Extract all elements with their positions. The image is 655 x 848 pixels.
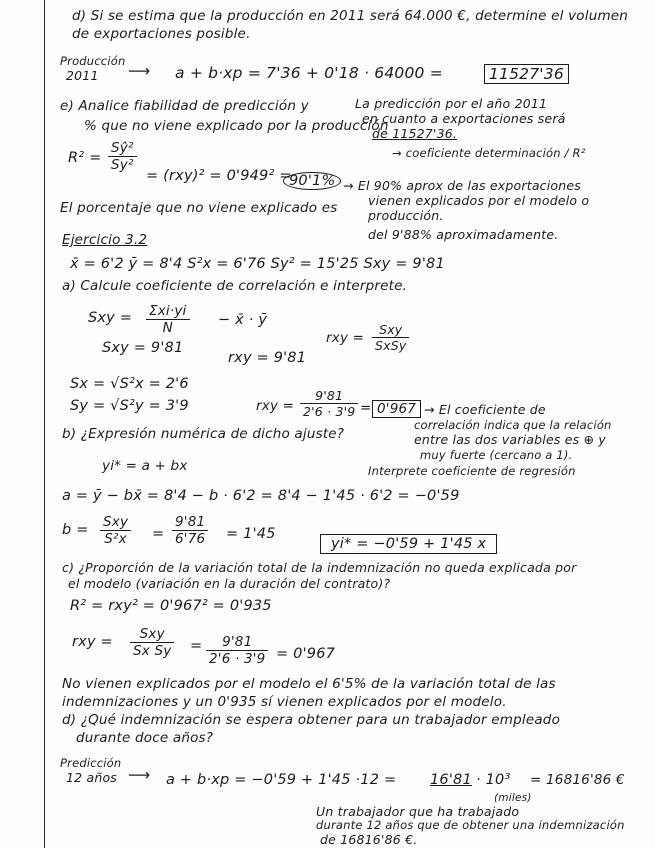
slope-value-denominator: 6'76 [175, 531, 206, 547]
r2-calc: R² = rxy² = 0'967² = 0'935 [70, 598, 272, 614]
conclusion-c-line1: No vienen explicados por el modelo el 6'5% de la variación total de las [62, 676, 556, 692]
question-c-line2: el modelo (variación en la duración del contrato)? [68, 576, 391, 591]
final-note-2: durante 12 años que de obtener una indemnización [316, 818, 625, 832]
slope-result: = 1'45 [226, 526, 276, 542]
rxy-check-result: = 0'967 [276, 646, 336, 662]
rxy-value: rxy = 9'81 [228, 350, 307, 366]
prediction-label: Producción [60, 54, 126, 68]
unexplained-line: El porcentaje que no viene explicado es [60, 200, 338, 216]
prediction-12-result: = 16816'86 € [530, 772, 625, 788]
arrow-icon: ⟶ [128, 766, 151, 784]
question-b: b) ¿Expresión numérica de dicho ajuste? [62, 426, 345, 442]
r2-note-2: vienen explicados por el modelo o [368, 193, 590, 208]
question-d-line2: de exportaciones posible. [72, 26, 251, 42]
rxy-result: 0'967 [372, 400, 421, 418]
margin-line [44, 0, 45, 848]
given-statistics: x̄ = 6'2 ȳ = 8'4 S²x = 6'76 Sy² = 15'25 Sxy = 9'81 [70, 256, 445, 272]
regression-model: yi* = −0'59 + 1'45 x [320, 534, 497, 554]
sxy-denominator: N [162, 320, 173, 336]
rxy-check-numerator: Sxy [130, 626, 174, 643]
prediction-12-label: Predicción [60, 756, 122, 770]
question-c-line1: c) ¿Proporción de la variación total de la indemnización no queda explicada por [62, 560, 577, 575]
rxy-check-equals: = [190, 638, 203, 654]
rxy-check-fraction [130, 626, 174, 659]
rxy-note-4: muy fuerte (cercano a 1). [420, 448, 573, 462]
rxy-check-label: rxy = [72, 634, 113, 650]
prediction-12-multiplier: · 10³ [476, 772, 511, 788]
sxy-means: − x̄ · ȳ [218, 312, 268, 328]
rxy-calc-numerator: 9'81 [300, 388, 358, 404]
slope-label: b = [62, 522, 89, 538]
prediction-12-value: 16'81 [430, 772, 472, 788]
slope-denominator: S²x [104, 531, 127, 547]
coefficient-label: → coeficiente determinación / R² [392, 146, 586, 160]
slope-equals: = [152, 526, 165, 542]
rxy-check-value-denominator: 2'6 · 3'9 [209, 651, 266, 667]
rxy-formula-fraction [372, 322, 409, 353]
r2-note-1: → El 90% aprox de las exportaciones [343, 178, 582, 193]
prediction-note-3: de 11527'36. [372, 126, 458, 141]
exercise-title: Ejercicio 3.2 [62, 232, 148, 248]
sxy-fraction [146, 303, 190, 336]
question-d-line1: d) Si se estima que la producción en 2011 será 64.000 €, determine el volumen [72, 8, 629, 24]
prediction-12-years: 12 años [66, 770, 118, 785]
sxy-label: Sxy = [88, 310, 133, 326]
rxy-formula-label: rxy = [326, 330, 365, 346]
sxy-numerator: Σxi·yi [146, 303, 190, 320]
question-e-line1: e) Analice fiabilidad de predicción y [60, 98, 309, 114]
r2-percentage: 90'1% [283, 172, 341, 190]
r2-numerator: Sŷ² [108, 140, 137, 157]
rxy-calc-fraction [300, 388, 358, 419]
prediction-note-1: La predicción por el año 2011 [355, 96, 548, 111]
slope-fraction [100, 514, 131, 547]
r2-note-3: producción. [368, 208, 444, 223]
final-note-3: de 16816'86 €. [320, 832, 418, 847]
rxy-check-value-fraction [206, 634, 268, 667]
prediction-12-units: (miles) [494, 792, 532, 804]
question-e-line2: % que no viene explicado por la producción [84, 118, 389, 134]
sx-value: Sx = √S²x = 2'6 [70, 376, 189, 392]
arrow-icon: ⟶ [128, 62, 151, 80]
rxy-note-1: → El coeficiente de [424, 402, 546, 417]
intercept-calc: a = ȳ − bx̄ = 8'4 − b · 6'2 = 8'4 − 1'45 · 6'2 = −0'59 [62, 488, 460, 504]
slope-numerator: Sxy [100, 514, 131, 531]
question-a: a) Calcule coeficiente de correlación e interprete. [62, 278, 408, 294]
rxy-note-3: entre las dos variables es ⊕ y [414, 432, 606, 447]
prediction-12-formula: a + b·xp = −0'59 + 1'45 ·12 = [166, 772, 397, 788]
prediction-result: 11527'36 [484, 64, 569, 84]
equals-sign: = [360, 400, 372, 416]
rxy-formula-denominator: SxSy [375, 338, 407, 353]
r2-fraction [108, 140, 137, 173]
rxy-check-denominator: Sx Sy [133, 643, 172, 659]
unexplained-value: del 9'88% aproximadamente. [368, 227, 559, 242]
sxy-value: Sxy = 9'81 [102, 340, 184, 356]
regression-form: yi* = a + bx [102, 458, 188, 474]
r2-denominator: Sy² [111, 157, 134, 173]
prediction-formula: a + b·xp = 7'36 + 0'18 · 64000 = [175, 64, 443, 82]
conclusion-c-line2: indemnizaciones y un 0'935 sí vienen explicados por el modelo. [62, 694, 507, 710]
question-d2-line2: durante doce años? [76, 730, 214, 746]
rxy-note-2: correlación indica que la relación [414, 418, 612, 432]
rxy-check-value-numerator: 9'81 [206, 634, 268, 651]
r2-label: R² = [68, 150, 102, 166]
prediction-year: 2011 [66, 68, 99, 83]
prediction-note-2: en cuanto a exportaciones será [362, 111, 566, 126]
slope-value-numerator: 9'81 [172, 514, 208, 531]
slope-value-fraction [172, 514, 208, 547]
rxy-formula-numerator: Sxy [372, 322, 409, 338]
final-note-1: Un trabajador que ha trabajado [316, 804, 520, 819]
rxy-calc-denominator: 2'6 · 3'9 [303, 404, 356, 419]
question-b-interpret: Interprete coeficiente de regresión [368, 464, 576, 478]
rxy-calc-label: rxy = [256, 398, 295, 414]
r2-expression: = (rxy)² = 0'949² = [146, 168, 292, 184]
question-d2-line1: d) ¿Qué indemnización se espera obtener para un trabajador empleado [62, 712, 561, 728]
sy-value: Sy = √S²y = 3'9 [70, 398, 189, 414]
